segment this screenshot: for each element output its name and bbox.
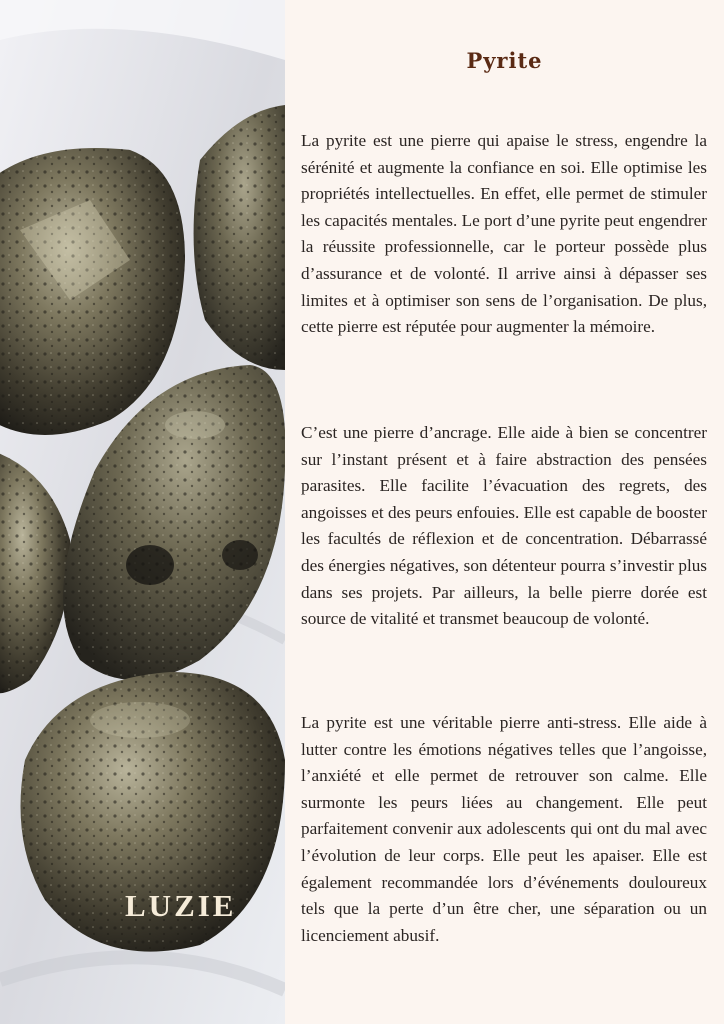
paragraph-1: La pyrite est une pierre qui apaise le stress, engendre la sérénité et augmente la confiance en soi. Elle optimise les propriétés intellectuelles. En effet, elle permet de stimuler les capacités mentales. Le port d’une pyrite peut engendrer la réussite professionnelle, car le porteur possède plus d’assurance et de volonté. Il arrive ainsi à dépasser ses limites et à optimiser son sens de l’organisation. De plus, cette pierre est réputée pour augmenter la mémoire. <box>301 131 707 337</box>
brand-logo-text: LUZIE <box>125 888 237 923</box>
paragraph-3: La pyrite est une véritable pierre anti-stress. Elle aide à lutter contre les émotions négatives telles que l’angoisse, l’anxiété et elle permet de retrouver son calme. Elle surmonte les peurs liées au changement. Elle peut parfaitement convenir aux adolescents qui ont du mal avec l’évolution de leur corps. Elle peut les apaiser. Elle est également recommandée lors d’événements douloureux tels que la perte d’un être cher, une séparation ou un licenciement abusif. <box>301 713 707 945</box>
page-title: Pyrite <box>466 48 543 73</box>
paragraph-2: C’est une pierre d’ancrage. Elle aide à bien se concentrer sur l’instant présent et à faire abstraction des pensées parasites. Elle facilite l’évacuation des regrets, des angoisses et des peurs enfouies. Elle est capable de booster les facultés de réflexion et de concentration. Débarrassé des énergies négatives, son détenteur pourra s’investir plus dans ses projets. Par ailleurs, la belle pierre dorée est source de vitalité et transmet beaucoup de volonté. <box>301 423 707 629</box>
pyrite-stones-photo <box>0 0 285 1024</box>
text-panel <box>285 0 724 1024</box>
stones-illustration <box>0 0 285 1024</box>
